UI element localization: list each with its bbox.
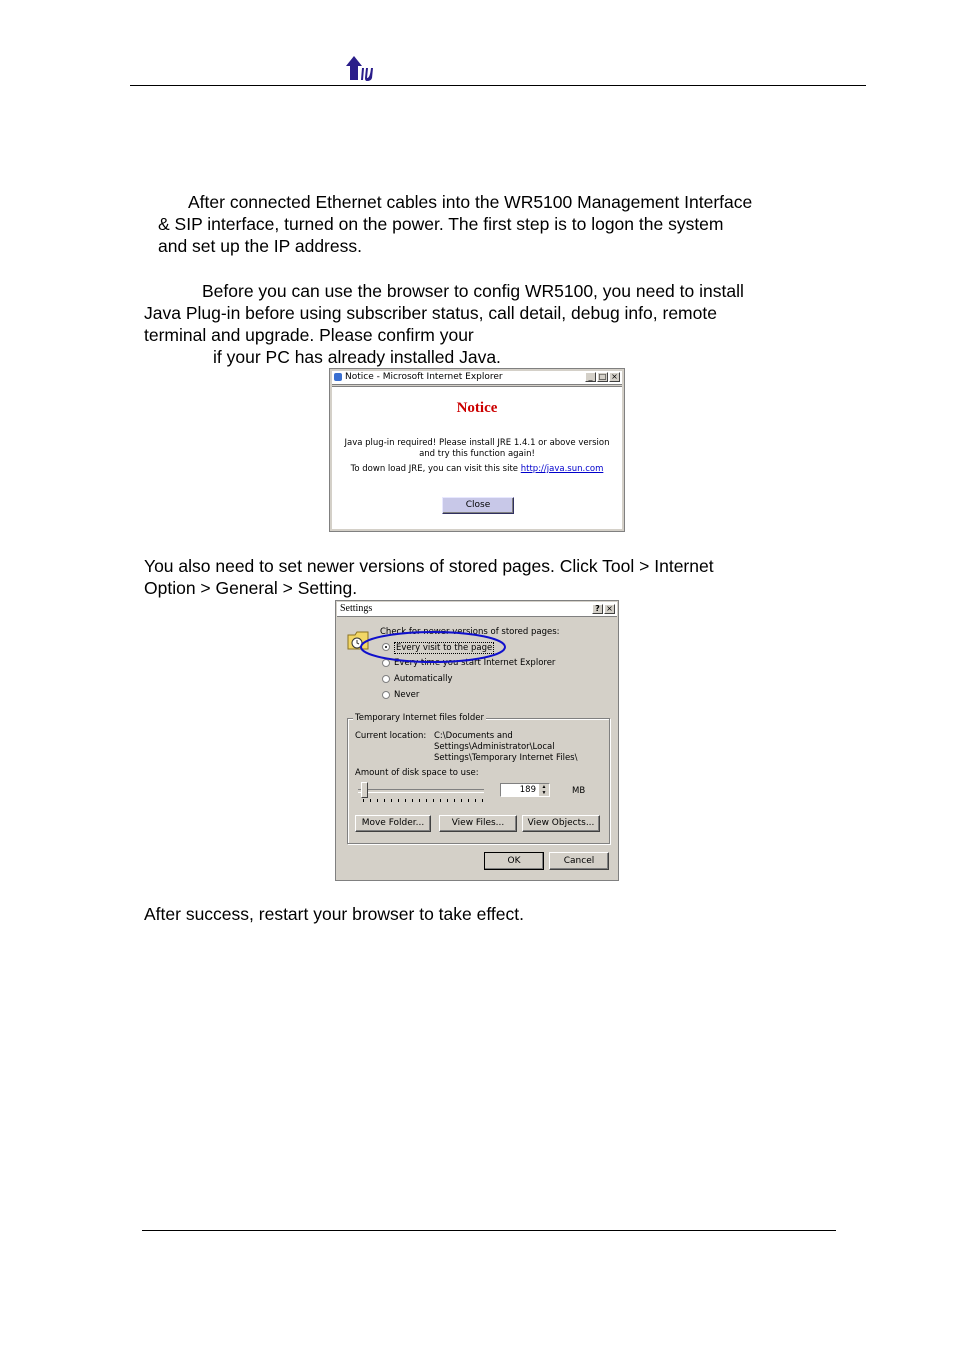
maximize-button[interactable]: □ <box>598 372 607 381</box>
para3-line1: You also need to set newer versions of stored pages. Click Tool > Internet <box>144 556 714 576</box>
option-every-visit-label[interactable]: Every visit to the page <box>396 643 493 653</box>
notice-title: Notice - Microsoft Internet Explorer <box>345 372 503 382</box>
company-arrow-logo-icon <box>346 54 380 82</box>
option-never-label[interactable]: Never <box>394 690 420 700</box>
minimize-button[interactable]: _ <box>585 372 596 382</box>
temp-files-group <box>347 713 610 844</box>
notice-dialog <box>329 368 625 532</box>
header-rule <box>130 85 866 86</box>
java-sun-link[interactable]: http://java.sun.com <box>520 464 604 474</box>
settings-title: Settings <box>340 603 373 614</box>
company-logo <box>346 54 380 82</box>
disk-size-value: 189 <box>519 785 536 795</box>
settings-dialog <box>335 600 619 881</box>
disk-slider-track <box>358 789 484 793</box>
view-objects-button[interactable]: View Objects... <box>522 815 600 832</box>
notice-line2: and try this function again! <box>419 449 535 459</box>
para2-line4: if your PC has already installed Java. <box>213 347 501 367</box>
disk-unit: MB <box>572 786 586 796</box>
disk-slider-thumb[interactable] <box>361 782 368 798</box>
para1-line3: and set up the IP address. <box>158 236 362 256</box>
location-line2: Settings\Administrator\Local <box>434 742 555 752</box>
option-every-start-label[interactable]: Every time you start Internet Explorer <box>394 658 556 668</box>
radio-never[interactable] <box>382 691 390 699</box>
ie-icon <box>334 373 342 381</box>
notice-close-x-button[interactable]: × <box>609 372 620 382</box>
notice-line1: Java plug-in required! Please install JRE 1.4.1 or above version <box>344 438 610 448</box>
para2-line2: Java Plug-in before using subscriber status, call detail, debug info, remote <box>144 303 717 323</box>
radio-automatically[interactable] <box>382 675 390 683</box>
para2-line1: Before you can use the browser to config WR5100, you need to install <box>202 281 744 301</box>
para4-line: After success, restart your browser to take effect. <box>144 904 524 924</box>
highlight-ellipse <box>357 629 509 665</box>
cancel-button[interactable]: Cancel <box>549 852 609 870</box>
settings-close-x-button[interactable]: × <box>604 604 615 614</box>
spin-down-button[interactable]: ▼ <box>539 790 549 796</box>
ok-button[interactable]: OK <box>484 852 544 870</box>
notice-close-button[interactable]: Close <box>442 497 514 514</box>
para1-line2: & SIP interface, turned on the power. The first step is to logon the system <box>158 214 724 234</box>
help-button[interactable]: ? <box>592 604 603 614</box>
current-location-label: Current location: <box>355 731 427 741</box>
footer-rule <box>142 1230 836 1231</box>
disk-size-input[interactable] <box>500 783 550 797</box>
notice-line3-prefix: To down load JRE, you can visit this site <box>350 464 519 474</box>
move-folder-button[interactable]: Move Folder... <box>355 815 431 832</box>
settings-titlebar <box>337 602 617 617</box>
location-line1: C:\Documents and <box>434 731 513 741</box>
disk-slider-ticks <box>363 799 483 802</box>
temp-files-group-label: Temporary Internet files folder <box>355 713 484 723</box>
option-automatically-label[interactable]: Automatically <box>394 674 453 684</box>
notice-line3 <box>332 464 622 474</box>
view-files-button[interactable]: View Files... <box>439 815 517 832</box>
spin-up-button[interactable]: ▲ <box>539 784 549 790</box>
notice-content <box>332 386 622 529</box>
para1-line1: After connected Ethernet cables into the WR5100 Management Interface <box>188 192 753 212</box>
location-line3: Settings\Temporary Internet Files\ <box>434 753 578 763</box>
para3-line2: Option > General > Setting. <box>144 578 358 598</box>
check-newer-label: Check for newer versions of stored pages: <box>380 627 560 637</box>
disk-space-label: Amount of disk space to use: <box>355 768 479 778</box>
para2-line3: terminal and upgrade. Please confirm your <box>144 325 474 345</box>
notice-titlebar <box>332 371 622 385</box>
notice-heading: Notice <box>456 400 498 416</box>
